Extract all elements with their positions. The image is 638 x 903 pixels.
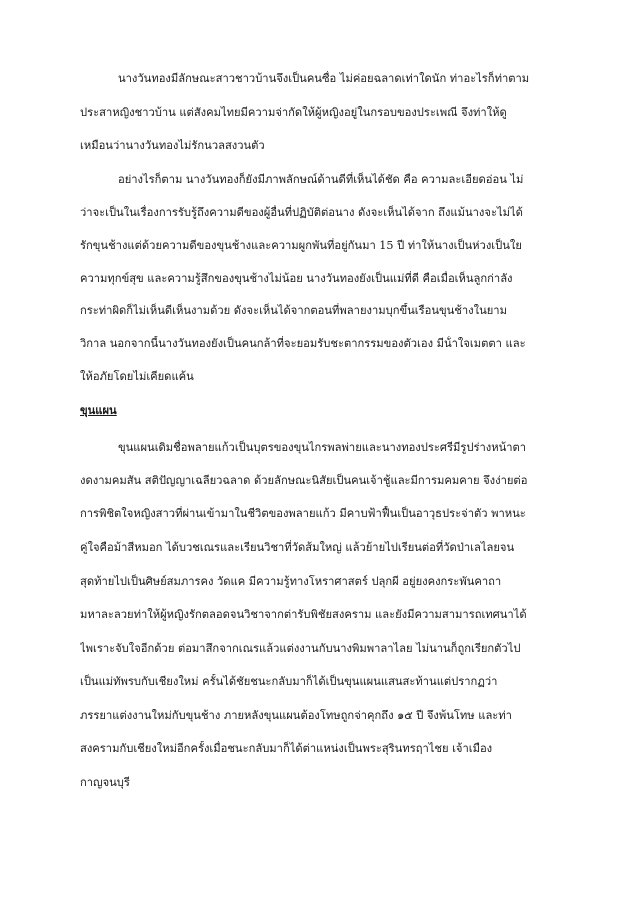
paragraph-3-line: ภรรยาแต่งงานใหม่กับขุนช้าง ภายหลังขุนแผนต้องโทษถูกจ่าคุกถึง ๑๕ ปี จึงพ้นโทษ และท่า [80, 709, 512, 722]
paragraph-2-line: วิกาล นอกจากนี้นางวันทองยังเป็นคนกล้าที่จะยอมรับชะตากรรมของตัวเอง มีน้่าใจเมตตา และ [80, 337, 526, 350]
paragraph-3-line: สุดท้ายไปเป็นศิษย์สมภารคง วัดแค มีความรู้ทางโหราศาสตร์ ปลุกผี อยู่ยงคงกระพันคาถา [80, 575, 502, 588]
paragraph-2-line: อย่างไรก็ตาม นางวันทองก็ยังมีภาพลักษณ์ด้านดีที่เห็นได้ชัด คือ ความละเอียดอ่อน ไม่ [118, 173, 524, 186]
paragraph-2-line: ให้อภัยโดยไม่เคียดแค้น [80, 370, 194, 383]
paragraph-2-line: ความทุกข์สุข และความรู้สึกของขุนช้างไม่น้อย นางวันทองยังเป็นแม่ที่ดี คือเมื่อเห็นลูกก่าลัง [80, 272, 513, 285]
paragraph-3-line: สงครามกับเชียงใหม่อีกครั้งเมื่อชนะกลับมาก็ได้ต่าแหน่งเป็นพระสุรินทรฤาไชย เจ้าเมือง [80, 742, 493, 755]
paragraph-2-line: รักขุนช้างแต่ด้วยความดีของขุนช้างและความผูกพันที่อยู่กันมา 15 ปี ท่าให้นางเป็นห่วงเป็นใย [80, 239, 522, 252]
paragraph-3-line: เป็นแม่ทัพรบกับเชียงใหม่ ครั้นได้ชัยชนะกลับมาก็ได้เป็นขุนแผนแสนสะท้านแต่ปรากฏว่า [80, 675, 498, 688]
paragraph-3-line: มหาละลวยท่าให้ผู้หญิงรักตลอดจนวิชาจากต่ารับพิชัยสงคราม และยังมีความสามารถเทศนาได้ [80, 608, 527, 621]
paragraph-1-line: ประสาหญิงชาวบ้าน แต่สังคมไทยมีความจ่ากัดให้ผู้หญิงอยู่ในกรอบของประเพณี จึงท่าให้ดู [80, 106, 507, 119]
paragraph-2-line: ว่าจะเป็นในเรื่องการรับรู้ถึงความดีของผู้อื่นที่ปฏิบัติต่อนาง ดังจะเห็นได้จาก ถึงแม้นางจะไม่ได้ [80, 206, 523, 219]
paragraph-3-line: คู่ใจคือม้าสีหมอก ได้บวชเณรและเรียนวิชาที่วัดส้มใหญ่ แล้วย้ายไปเรียนต่อที่วัดป่าเลไลยจน [80, 541, 515, 554]
paragraph-3-line: การพิชิตใจหญิงสาวที่ผ่านเข้ามาในชีวิตของพลายแก้ว มีคาบฟ้าฟื้นเป็นอาวุธประจ่าตัว พาหนะ [80, 507, 526, 520]
paragraph-3-line: ไพเราะจับใจอีกด้วย ต่อมาสึกจากเณรแล้วแต่งงานกับนางพิมพาลาไลย ไม่นานก็ถูกเรียกตัวไป [80, 642, 521, 655]
paragraph-1-line: เหมือนว่านางวันทองไม่รักนวลสงวนตัว [80, 139, 265, 152]
paragraph-2-line: กระท่าผิดก็ไม่เห็นดีเห็นงามด้วย ดังจะเห็นได้จากตอนที่พลายงามบุกขึ้นเรือนขุนช้างในยาม [80, 304, 507, 317]
paragraph-3-line: กาญจนบุรี [80, 776, 130, 789]
paragraph-1-line: นางวันทองมีลักษณะสาวชาวบ้านจึงเป็นคนซื่อ ไม่ค่อยฉลาดเท่าใดนัก ท่าอะไรก็ท่าตาม [118, 72, 530, 85]
paragraph-3-line: งดงามคมสัน สติปัญญาเฉลียวฉลาด ด้วยลักษณะนิสัยเป็นคนเจ้าชู้และมีการมคมคาย จึงง่ายต่อ [80, 474, 528, 487]
section-heading: ขุนแผน [80, 403, 117, 417]
paragraph-3-line: ขุนแผนเดิมชื่อพลายแก้วเป็นบุตรของขุนไกรพลพ่ายและนางทองประศรีมีรูปร่างหน้าตา [118, 441, 527, 454]
